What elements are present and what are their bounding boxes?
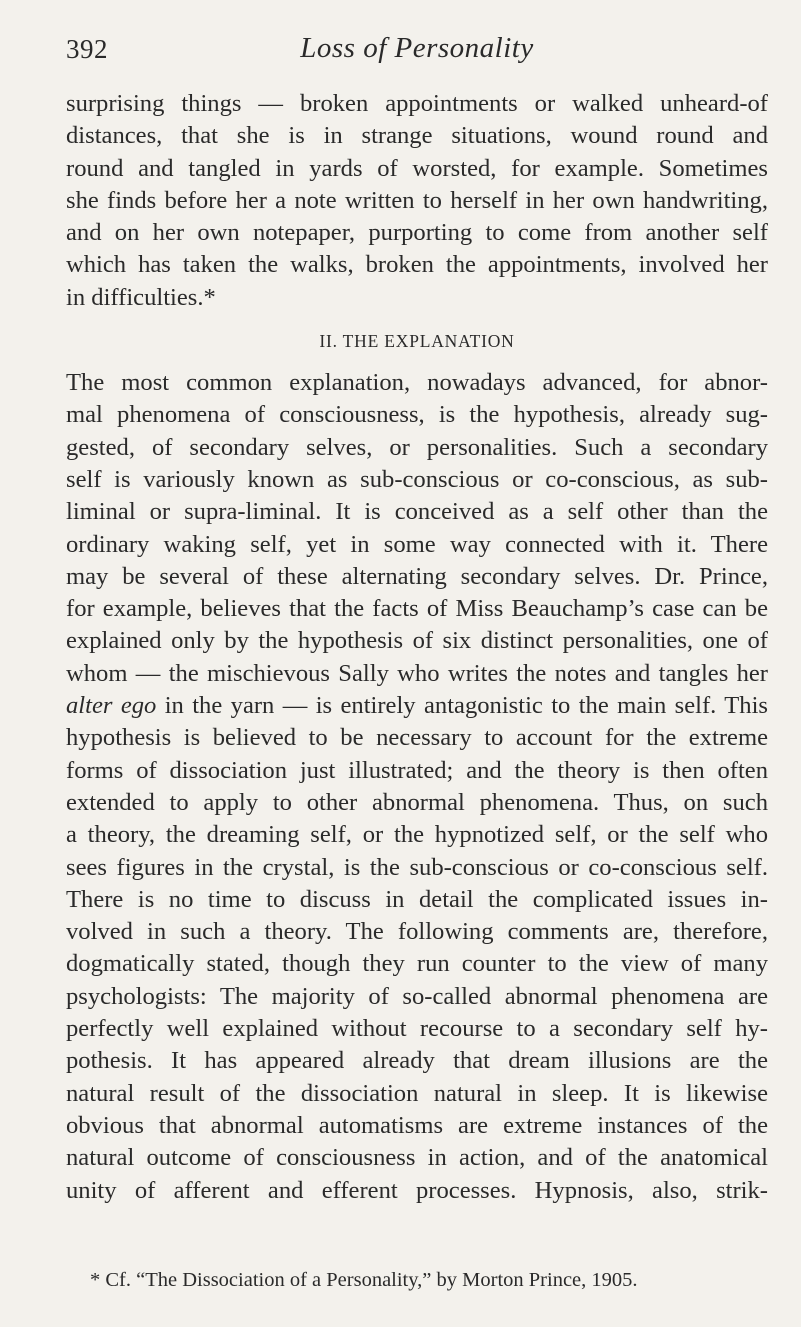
text-line: natural result of the dissociation natural in sleep. It is likewise bbox=[66, 1079, 768, 1107]
text-line: gested, of secondary selves, or personalities. Such a secondary bbox=[66, 433, 768, 461]
text-line: forms of dissociation just illustrated; and the theory is then often bbox=[66, 756, 768, 784]
text-line: may be several of these alternating secondary selves. Dr. Prince, bbox=[66, 562, 768, 590]
paragraph-explanation bbox=[66, 367, 768, 1207]
body-text bbox=[66, 88, 768, 1207]
text-line: There is no time to discuss in detail the complicated issues in- bbox=[66, 885, 768, 913]
text-line: mal phenomena of consciousness, is the hypothesis, already sug- bbox=[66, 401, 768, 429]
text-line: she finds before her a note written to herself in her own handwriting, bbox=[66, 186, 768, 214]
text-line: distances, that she is in strange situations, wound round and bbox=[66, 122, 768, 150]
text-line: whom — the mischievous Sally who writes the notes and tangles her bbox=[66, 659, 768, 687]
paragraph-continuation bbox=[66, 88, 768, 314]
text-line: and on her own notepaper, purporting to come from another self bbox=[66, 219, 768, 247]
section-heading: II. THE EXPLANATION bbox=[319, 331, 515, 352]
footnote: * Cf. “The Dissociation of a Personality,” by Morton Prince, 1905. bbox=[90, 1269, 638, 1291]
text-line: extended to apply to other abnormal phenomena. Thus, on such bbox=[66, 788, 768, 816]
text-line: obvious that abnormal automatisms are extreme instances of the bbox=[66, 1111, 768, 1139]
italic-phrase: alter ego bbox=[66, 692, 157, 720]
text-line: natural outcome of consciousness in action, and of the anatomical bbox=[66, 1144, 768, 1172]
text-line: in difficulties.* bbox=[66, 283, 216, 311]
text-line: sees figures in the crystal, is the sub-conscious or co-conscious self. bbox=[66, 853, 768, 881]
text-line: a theory, the dreaming self, or the hypnotized self, or the self who bbox=[66, 821, 768, 849]
running-head bbox=[66, 30, 768, 70]
text-line: for example, believes that the facts of Miss Beauchamp’s case can be bbox=[66, 595, 768, 623]
text-line: explained only by the hypothesis of six distinct personalities, one of bbox=[66, 627, 768, 655]
text-line: which has taken the walks, broken the appointments, involved her bbox=[66, 251, 768, 279]
text-line: hypothesis is believed to be necessary to account for the extreme bbox=[66, 724, 768, 752]
line-remainder: in the yarn — is entirely antagonistic to the main self. This bbox=[156, 692, 768, 720]
text-line-with-italic bbox=[66, 690, 768, 722]
running-title: Loss of Personality bbox=[300, 32, 534, 64]
text-line: liminal or supra-liminal. It is conceived as a self other than the bbox=[66, 498, 768, 526]
text-line: surprising things — broken appointments or walked unheard-of bbox=[66, 90, 768, 117]
page-number: 392 bbox=[66, 34, 108, 64]
text-line: dogmatically stated, though they run counter to the view of many bbox=[66, 950, 768, 978]
text-line: volved in such a theory. The following comments are, therefore, bbox=[66, 918, 768, 946]
text-line: pothesis. It has appeared already that dream illusions are the bbox=[66, 1047, 768, 1075]
text-line: unity of afferent and efferent processes. Hypnosis, also, strik- bbox=[66, 1176, 768, 1204]
text-line: perfectly well explained without recourse to a secondary self hy- bbox=[66, 1015, 768, 1043]
text-line: ordinary waking self, yet in some way connected with it. There bbox=[66, 530, 768, 558]
text-line: psychologists: The majority of so-called abnormal phenomena are bbox=[66, 982, 768, 1010]
text-line: round and tangled in yards of worsted, for example. Sometimes bbox=[66, 154, 768, 182]
text-line: The most common explanation, nowadays advanced, for abnor- bbox=[66, 369, 768, 397]
text-line: self is variously known as sub-conscious or co-conscious, as sub- bbox=[66, 465, 768, 493]
